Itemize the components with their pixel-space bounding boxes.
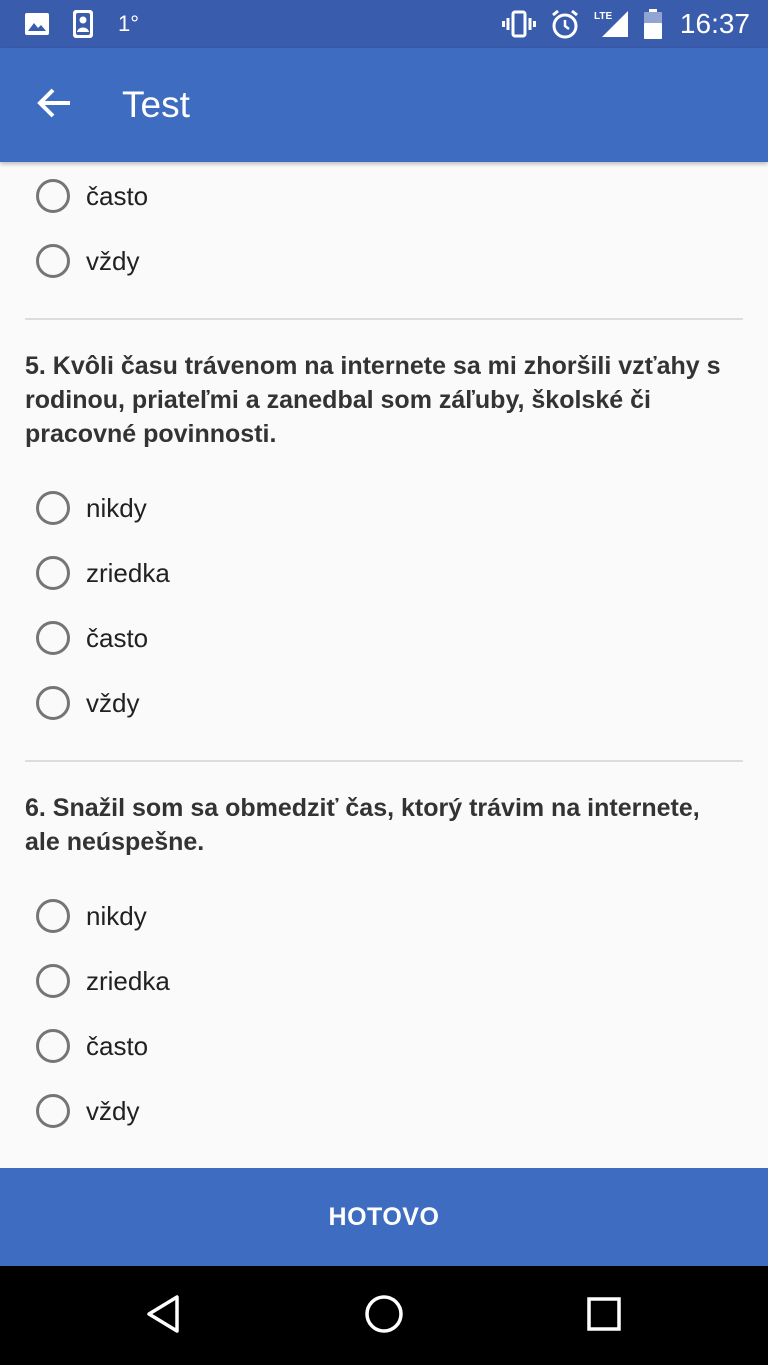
option-label: často xyxy=(86,1030,149,1061)
signal-icon xyxy=(594,9,630,39)
arrow-back-icon xyxy=(36,87,72,124)
option-vzdy-q5[interactable] xyxy=(36,681,139,725)
divider xyxy=(25,318,743,320)
back-triangle-icon xyxy=(145,1294,181,1339)
option-vzdy-q4[interactable] xyxy=(36,239,139,283)
option-casto-q5[interactable] xyxy=(36,616,148,660)
option-label: často xyxy=(86,622,149,653)
radio-button[interactable] xyxy=(36,899,70,933)
radio-button[interactable] xyxy=(36,1094,70,1128)
question-list xyxy=(0,162,768,1168)
option-label: vždy xyxy=(86,687,140,718)
page-title: Test xyxy=(122,84,190,125)
recents-square-icon xyxy=(586,1296,622,1337)
option-label: vždy xyxy=(86,245,140,276)
option-label: zriedka xyxy=(86,965,170,996)
alarm-icon xyxy=(550,9,580,39)
app-bar xyxy=(0,48,768,162)
option-vzdy-q6[interactable] xyxy=(36,1089,139,1133)
question-6-text: 6. Snažil som sa obmedziť čas, ktorý trávim na internete, ale neúspešne. xyxy=(25,794,700,856)
status-bar xyxy=(0,0,768,48)
option-nikdy-q6[interactable] xyxy=(36,894,147,938)
radio-button[interactable] xyxy=(36,556,70,590)
question-5-text: 5. Kvôli času trávenom na internete sa mi zhoršili vzťahy s rodinou, priateľmi a zanedbal som záľuby, školské či pracovné povinnosti. xyxy=(25,352,721,448)
option-casto-q6[interactable] xyxy=(36,1024,148,1068)
option-casto-q4[interactable] xyxy=(36,174,148,218)
nav-recents-button[interactable] xyxy=(574,1286,634,1346)
radio-button[interactable] xyxy=(36,686,70,720)
battery-icon xyxy=(644,9,662,39)
divider xyxy=(25,760,743,762)
option-label: často xyxy=(86,180,149,211)
contact-card-icon xyxy=(72,9,94,39)
network-type-text: LTE xyxy=(593,11,613,22)
nav-back-button[interactable] xyxy=(133,1286,193,1346)
option-zriedka-q6[interactable] xyxy=(36,959,170,1003)
nav-home-button[interactable] xyxy=(354,1286,414,1346)
vibrate-icon xyxy=(502,10,536,38)
navigation-bar xyxy=(0,1266,768,1365)
image-icon xyxy=(24,12,50,36)
option-nikdy-q5[interactable] xyxy=(36,486,147,530)
radio-button[interactable] xyxy=(36,1029,70,1063)
clock-text: 16:37 xyxy=(679,8,750,39)
radio-button[interactable] xyxy=(36,244,70,278)
back-button[interactable] xyxy=(26,77,82,133)
option-label: zriedka xyxy=(86,557,170,588)
radio-button[interactable] xyxy=(36,621,70,655)
option-label: nikdy xyxy=(86,900,147,931)
home-circle-icon xyxy=(363,1293,405,1340)
option-label: vždy xyxy=(86,1095,140,1126)
option-zriedka-q5[interactable] xyxy=(36,551,170,595)
radio-button[interactable] xyxy=(36,491,70,525)
option-label: nikdy xyxy=(86,492,147,523)
radio-button[interactable] xyxy=(36,964,70,998)
done-button[interactable]: HOTOVO xyxy=(0,1168,768,1266)
radio-button[interactable] xyxy=(36,179,70,213)
temperature-text: 1° xyxy=(118,11,140,36)
